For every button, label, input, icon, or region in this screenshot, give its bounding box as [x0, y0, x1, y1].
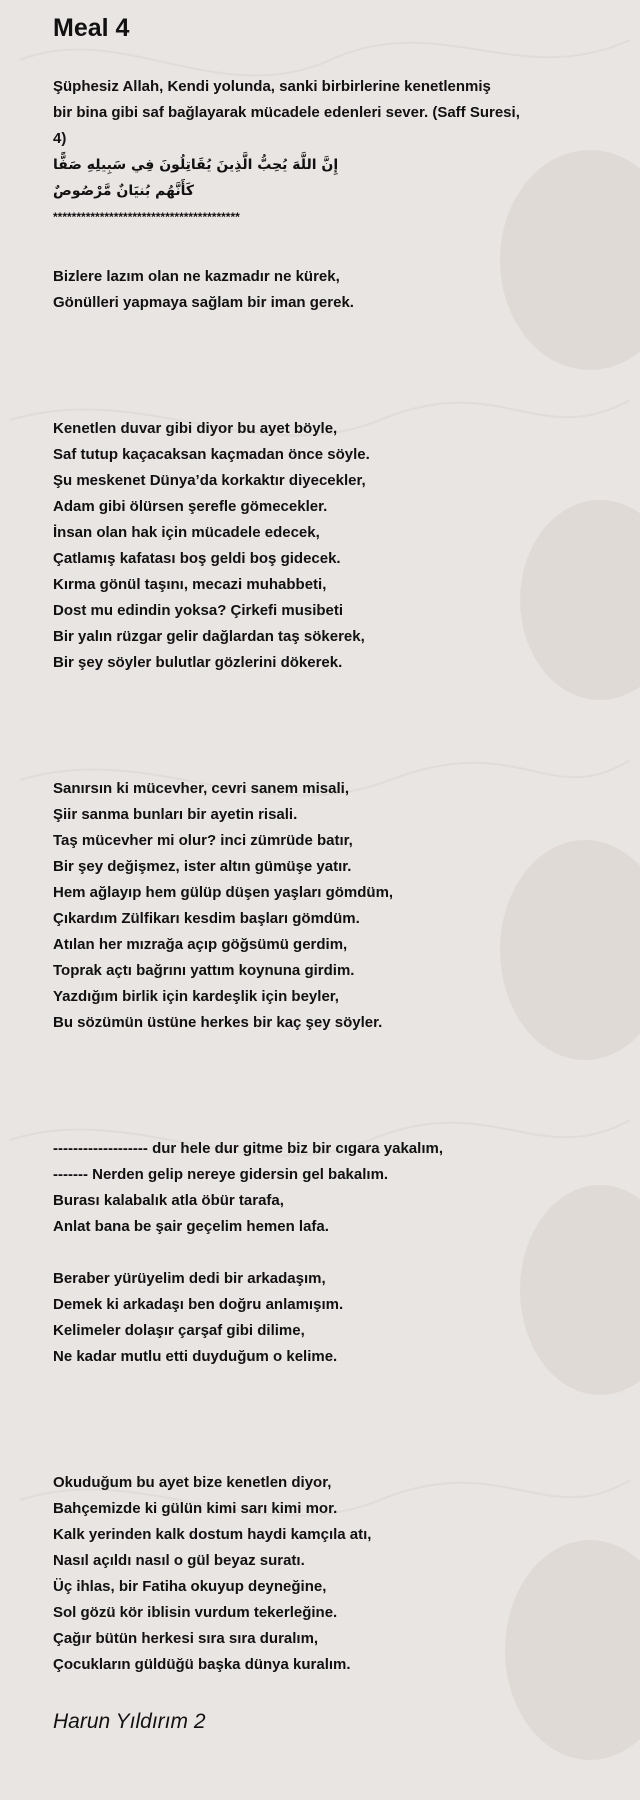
separator-stars: ****************************************: [53, 210, 240, 224]
poem-line: Çağır bütün herkesi sıra sıra duralım,: [53, 1630, 319, 1647]
poem-line: Bir şey söyler bulutlar gözlerini dökerek.: [53, 654, 343, 671]
arabic-verse-line: كَأَنَّهُم بُنيَانٌ مَّرْصُوصٌ: [53, 183, 195, 199]
poem-line: Bizlere lazım olan ne kazmadır ne kürek,: [53, 268, 340, 285]
poem-line: Bahçemizde ki gülün kimi sarı kimi mor.: [53, 1500, 338, 1517]
poem-line: Bir yalın rüzgar gelir dağlardan taş sökerek,: [53, 628, 365, 645]
poem-line: Şu meskenet Dünya’da korkaktır diyecekler,: [53, 472, 366, 489]
stanza-4: [53, 1136, 613, 1240]
poem-line: Anlat bana be şair geçelim hemen lafa.: [53, 1218, 329, 1235]
poem-line: Toprak açtı bağrını yattım koynuna girdim.: [53, 962, 355, 979]
poem-line: Üç ihlas, bir Fatiha okuyup deyneğine,: [53, 1578, 327, 1595]
intro-block: [53, 74, 563, 230]
poem-line: Saf tutup kaçacaksan kaçmadan önce söyle.: [53, 446, 370, 463]
poem-line: Adam gibi ölürsen şerefle gömecekler.: [53, 498, 328, 515]
poem-line: Çocukların güldüğü başka dünya kuralım.: [53, 1656, 351, 1673]
poem-line: İnsan olan hak için mücadele edecek,: [53, 524, 320, 541]
poem-line: Dost mu edindin yoksa? Çirkefi musibeti: [53, 602, 344, 619]
poem-line: ------------------- dur hele dur gitme biz bir cıgara yakalım,: [53, 1140, 443, 1157]
stanza-1: [53, 264, 613, 316]
intro-line: 4): [53, 130, 67, 147]
stanza-5: [53, 1266, 613, 1370]
stanza-3: [53, 776, 613, 1036]
stanza-2: [53, 416, 613, 676]
poem-line: Gönülleri yapmaya sağlam bir iman gerek.: [53, 294, 354, 311]
intro-line: bir bina gibi saf bağlayarak mücadele edenleri sever. (Saff Suresi,: [53, 104, 520, 121]
poem-line: Kırma gönül taşını, mecazi muhabbeti,: [53, 576, 327, 593]
poem-line: Nasıl açıldı nasıl o gül beyaz suratı.: [53, 1552, 305, 1569]
poem-line: Çıkardım Zülfikarı kesdim başları gömdüm.: [53, 910, 360, 927]
author-signature: Harun Yıldırım 2: [53, 1710, 206, 1733]
poem-line: Atılan her mızrağa açıp göğsümü gerdim,: [53, 936, 348, 953]
intro-line: Şüphesiz Allah, Kendi yolunda, sanki birbirlerine kenetlenmiş: [53, 78, 491, 95]
poem-line: Burası kalabalık atla öbür tarafa,: [53, 1192, 284, 1209]
poem-line: Kalk yerinden kalk dostum haydi kamçıla atı,: [53, 1526, 372, 1543]
page-title: Meal 4: [53, 14, 130, 42]
poem-line: ------- Nerden gelip nereye gidersin gel bakalım.: [53, 1166, 389, 1183]
poem-line: Taş mücevher mi olur? inci zümrüde batır,: [53, 832, 353, 849]
poem-line: Ne kadar mutlu etti duyduğum o kelime.: [53, 1348, 338, 1365]
poem-line: Sanırsın ki mücevher, cevri sanem misali,: [53, 780, 349, 797]
poem-line: Kenetlen duvar gibi diyor bu ayet böyle,: [53, 420, 338, 437]
poem-line: Hem ağlayıp hem gülüp düşen yaşları gömdüm,: [53, 884, 394, 901]
poem-line: Demek ki arkadaşı ben doğru anlamışım.: [53, 1296, 344, 1313]
poem-line: Yazdığım birlik için kardeşlik için beyler,: [53, 988, 339, 1005]
poem-line: Okuduğum bu ayet bize kenetlen diyor,: [53, 1474, 332, 1491]
poem-line: Sol gözü kör iblisin vurdum tekerleğine.: [53, 1604, 338, 1621]
poem-line: Çatlamış kafatası boş geldi boş gidecek.: [53, 550, 341, 567]
poem-line: Şiir sanma bunları bir ayetin risali.: [53, 806, 298, 823]
poem-line: Beraber yürüyelim dedi bir arkadaşım,: [53, 1270, 326, 1287]
stanza-6: [53, 1470, 613, 1678]
arabic-verse-line: إِنَّ اللَّهَ يُحِبُّ الَّذِينَ يُقَاتِلُونَ فِي سَبِيلِهِ صَفًّا: [53, 157, 339, 173]
poem-line: Kelimeler dolaşır çarşaf gibi dilime,: [53, 1322, 305, 1339]
poem-line: Bu sözümün üstüne herkes bir kaç şey söyler.: [53, 1014, 383, 1031]
poem-line: Bir şey değişmez, ister altın gümüşe yatır.: [53, 858, 352, 875]
